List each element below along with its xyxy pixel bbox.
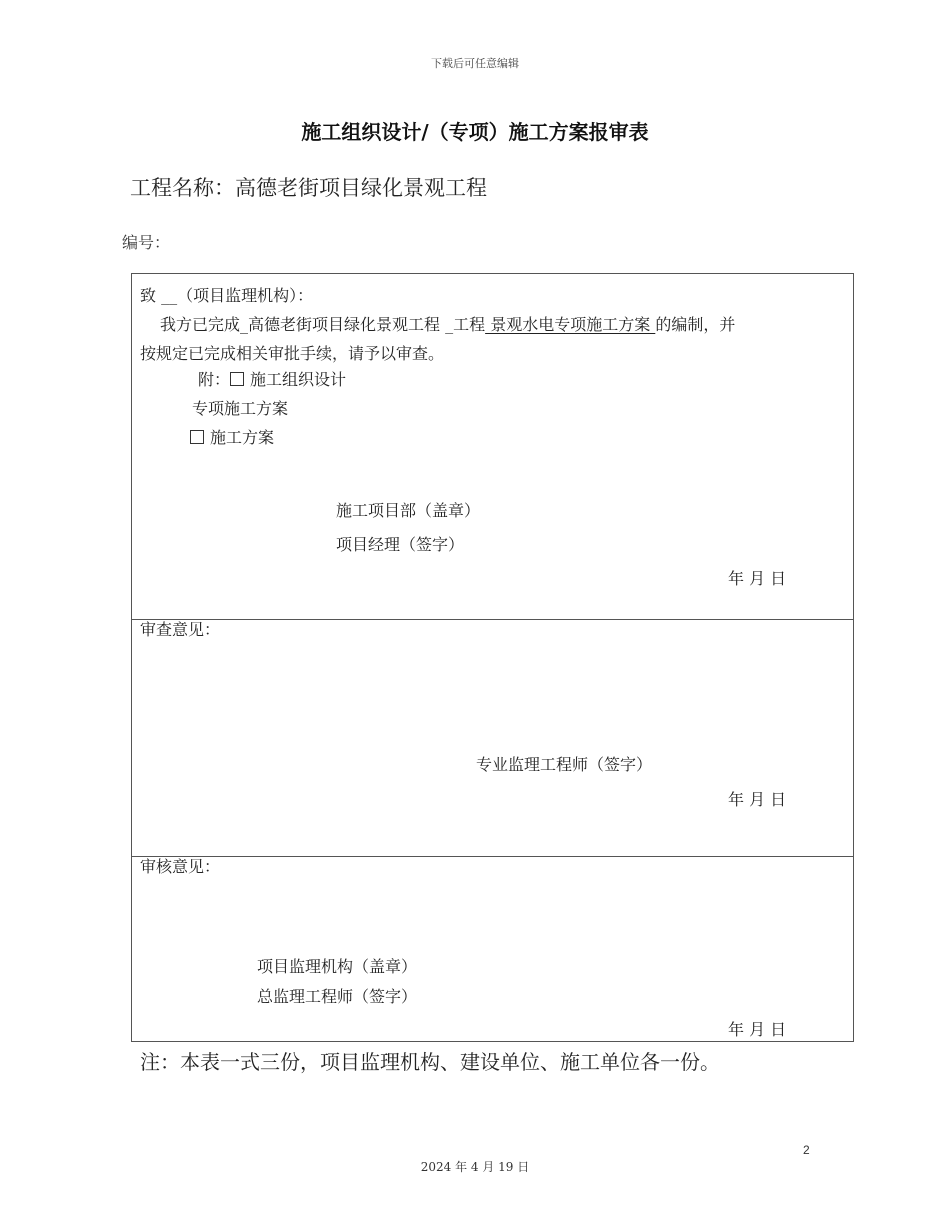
chief-engineer-sign: 总监理工程师（签字） (257, 987, 418, 1006)
option-construction-org-design: 施工组织设计 (250, 370, 347, 389)
review-date: 年 月 日 (728, 790, 787, 809)
addressee-line (140, 286, 313, 306)
project-name: 工程名称：高德老街项目绿化景观工程 (130, 176, 487, 200)
attachment-label: 附： (198, 370, 231, 389)
submission-date: 年 月 日 (728, 569, 787, 588)
manager-sign-label: 项目经理（签字） (336, 535, 465, 554)
statement-line-1 (160, 315, 735, 335)
statement-text-b: 工程 (453, 315, 486, 334)
statement-text-a: 我方已完成 (160, 315, 241, 334)
option-special-plan: 专项施工方案 (192, 399, 289, 418)
review-section (132, 619, 853, 856)
header-note: 下载后可任意编辑 (431, 57, 519, 70)
dept-seal-label: 施工项目部（盖章） (336, 501, 481, 520)
attachment-option-1 (198, 370, 346, 390)
addressee-blank: __ (161, 286, 178, 305)
option-construction-plan: 施工方案 (210, 428, 275, 447)
audit-date: 年 月 日 (728, 1020, 787, 1039)
submission-section (132, 274, 853, 619)
addressee-prefix: 致 (140, 286, 157, 305)
review-opinion-label: 审查意见： (140, 620, 221, 639)
supervision-org-seal: 项目监理机构（盖章） (257, 957, 418, 976)
audit-opinion-label: 审核意见： (140, 857, 221, 876)
plan-name-fill: 景观水电专项施工方案 (485, 315, 656, 334)
addressee-suffix: （项目监理机构）： (177, 286, 314, 305)
attachment-option-2 (192, 399, 288, 419)
checkbox-construction-plan[interactable] (190, 430, 204, 444)
statement-line-2: 按规定已完成相关审批手续，请予以审查。 (140, 344, 445, 363)
checkbox-construction-org-design[interactable] (230, 372, 244, 386)
page-title: 施工组织设计/（专项）施工方案报审表 (301, 120, 649, 144)
page-number: 2 (803, 1143, 810, 1157)
statement-text-c: 的编制，并 (655, 315, 736, 334)
project-name-fill: _高德老街项目绿化景观工程 _ (240, 315, 454, 334)
footnote: 注：本表一式三份，项目监理机构、建设单位、施工单位各一份。 (140, 1050, 720, 1074)
approval-form-table (131, 273, 854, 1042)
audit-section (132, 856, 853, 1042)
footer-date: 2024 年 4 月 19 日 (420, 1160, 530, 1174)
number-label: 编号： (122, 233, 171, 252)
attachment-option-3 (190, 428, 274, 448)
supervising-engineer-sign: 专业监理工程师（签字） (476, 755, 653, 774)
